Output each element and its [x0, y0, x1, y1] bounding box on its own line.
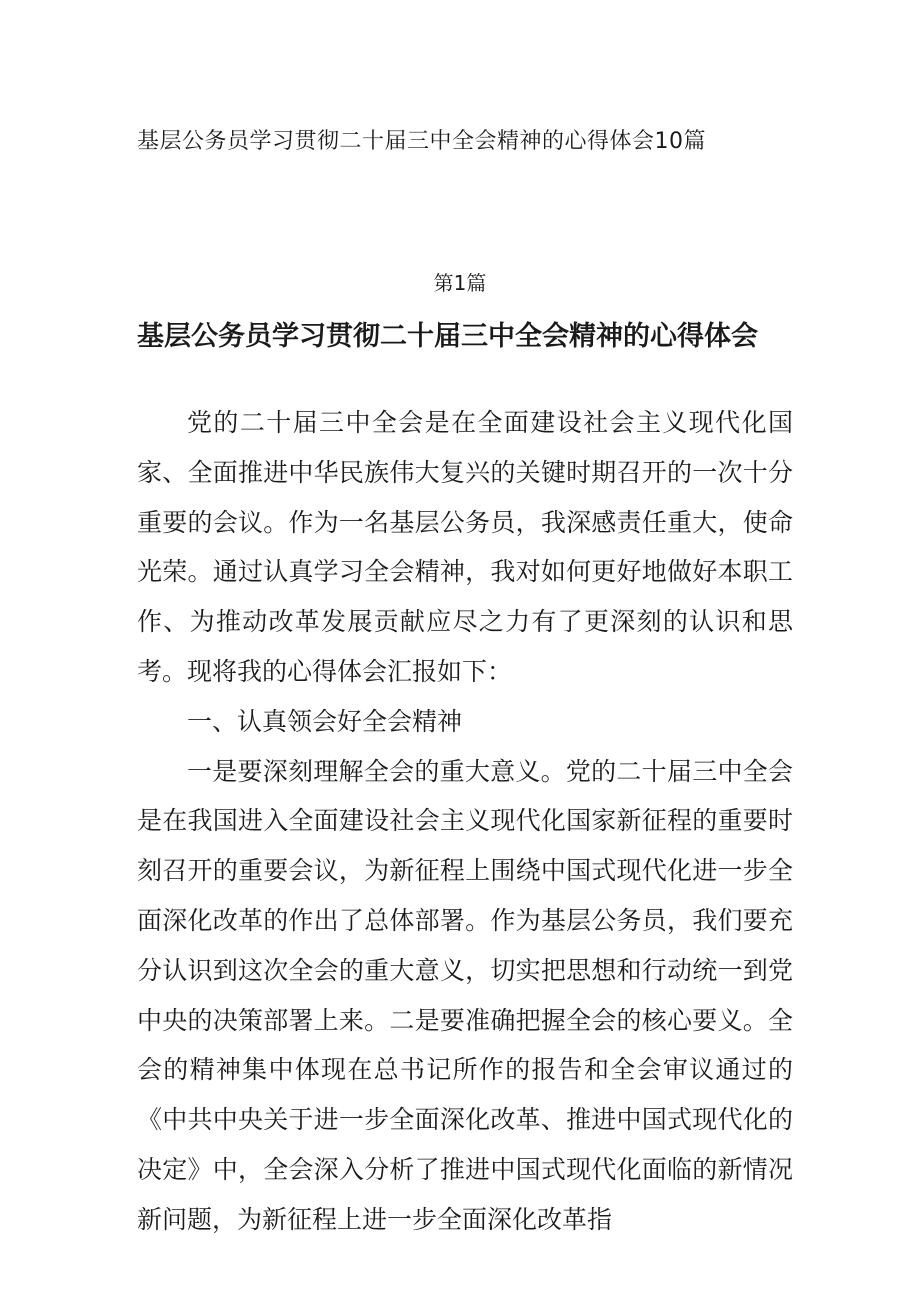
body-text: [137, 398, 793, 1245]
paragraph-section-one: 一是要深刻理解全会的重大意义。党的二十届三中全会是在我国进入全面建设社会主义现代化国家新征程的重要时刻召开的重要会议，为新征程上围绕中国式现代化进一步全面深化改革的作出了总体部署。作为基层公务员，我们要充分认识到这次全会的重大意义，切实把思想和行动统一到党中央的决策部署上来。二是要准确把握全会的核心要义。全会的精神集中体现在总书记所作的报告和全会审议通过的《中共中央关于进一步全面深化改革、推进中国式现代化的决定》中，全会深入分析了推进中国式现代化面临的新情况新问题，为新征程上进一步全面深化改革指: [137, 756, 793, 1234]
section-heading: 一、认真领会好全会精神: [187, 706, 463, 736]
chapter-label: 第1篇: [433, 271, 487, 295]
document-title: 基层公务员学习贯彻二十届三中全会精神的心得体会10篇: [137, 129, 706, 154]
chapter-title: 基层公务员学习贯彻二十届三中全会精神的心得体会: [137, 321, 758, 352]
paragraph-intro: 党的二十届三中全会是在全面建设社会主义现代化国家、全面推进中华民族伟大复兴的关键时期召开的一次十分重要的会议。作为一名基层公务员，我深感责任重大，使命光荣。通过认真学习全会精神，我对如何更好地做好本职工作、为推动改革发展贡献应尽之力有了更深刻的认识和思考。现将我的心得体会汇报如下：: [137, 408, 793, 686]
